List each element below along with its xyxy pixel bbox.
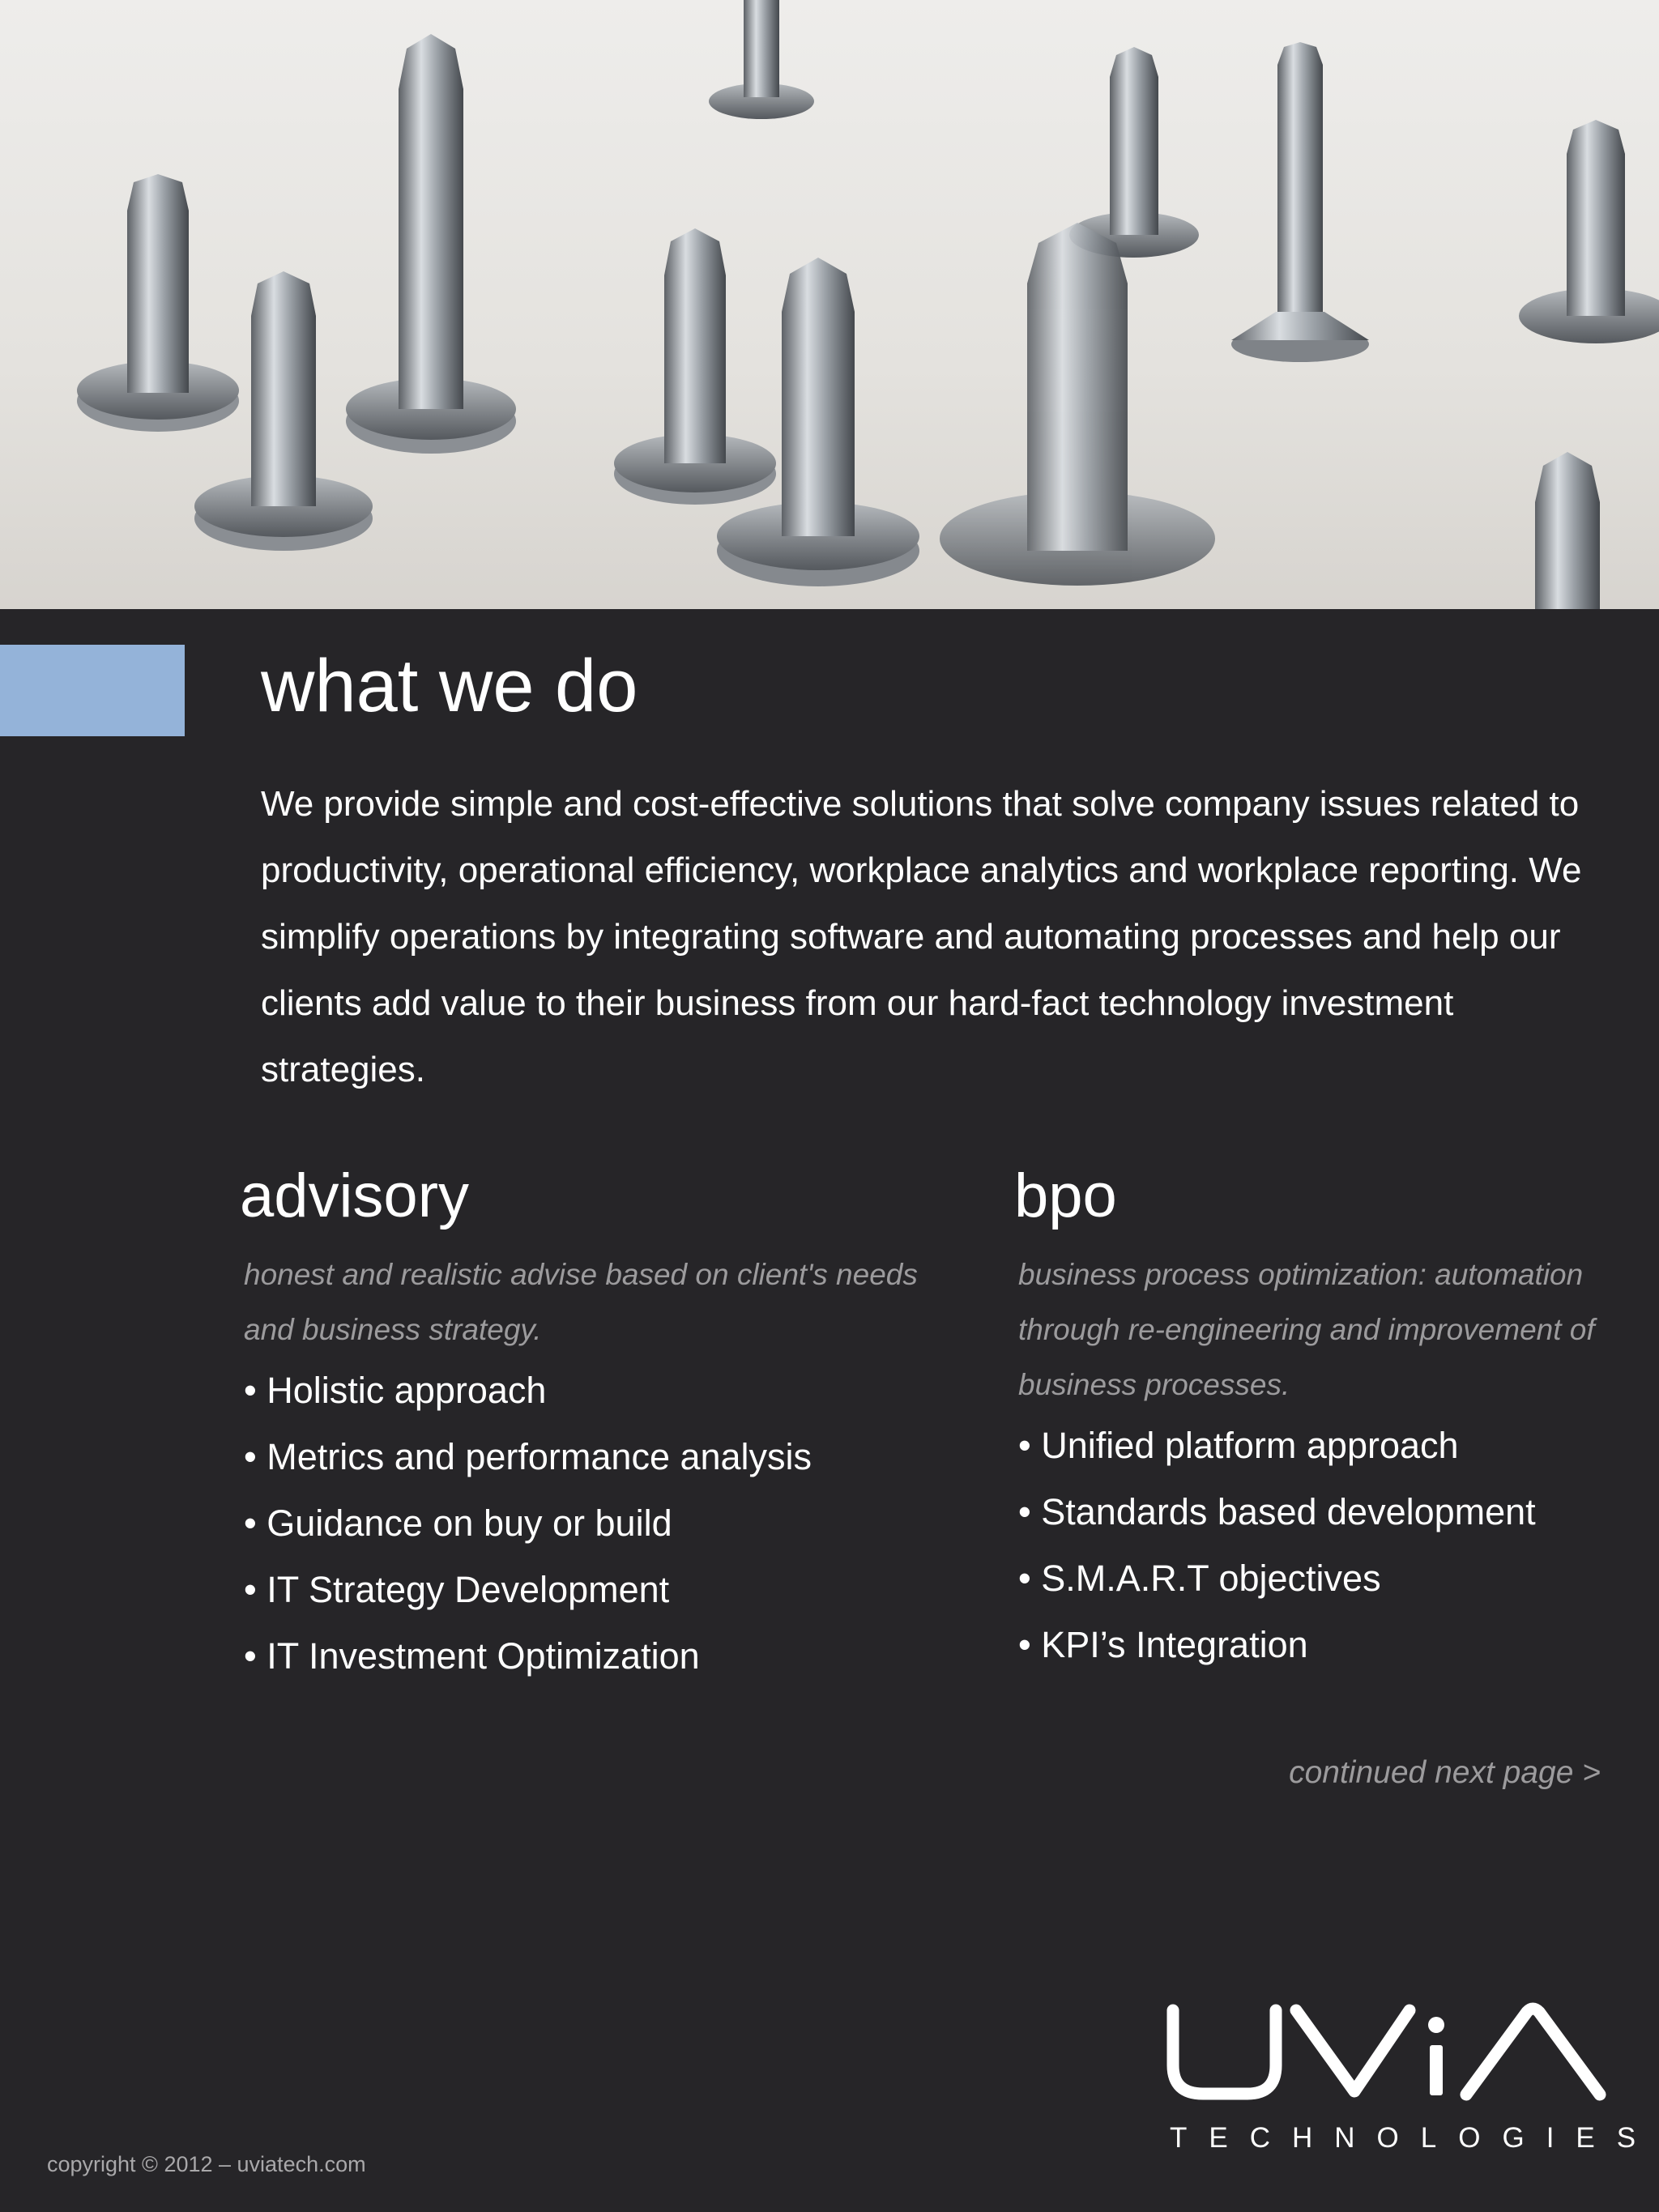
page-title: what we do [261, 645, 638, 727]
uvia-logo [1166, 2001, 1658, 2163]
advisory-section [240, 1160, 936, 1690]
list-item: • Unified platform approach [1018, 1413, 1630, 1479]
accent-block [0, 645, 185, 736]
continued-link[interactable]: continued next page > [1289, 1755, 1601, 1790]
bpo-description: business process optimization: automation through re-engineering and improvement of business processes. [1018, 1258, 1595, 1401]
list-item: • Guidance on buy or build [244, 1490, 936, 1557]
intro-paragraph: We provide simple and cost-effective solutions that solve company issues related to productivity, operational efficiency, workplace analytics and workplace reporting. We simplify operations by integrating software and automating processes and help our clients add value to their business from our hard-fact technology investment strategies. [261, 784, 1582, 1089]
list-item: • IT Investment Optimization [244, 1623, 936, 1690]
list-item: • S.M.A.R.T objectives [1018, 1545, 1630, 1612]
bpo-list [1018, 1413, 1630, 1678]
bpo-title: bpo [1014, 1161, 1117, 1230]
logo-subtitle: TECHNOLOGIES [1170, 2122, 1658, 2154]
screw-11 [1535, 452, 1600, 609]
list-item: • Standards based development [1018, 1479, 1630, 1545]
advisory-list [244, 1357, 936, 1690]
advisory-description: honest and realistic advise based on client's needs and business strategy. [244, 1258, 918, 1346]
advisory-title: advisory [240, 1161, 469, 1230]
list-item: • KPI’s Integration [1018, 1612, 1630, 1678]
list-item: • IT Strategy Development [244, 1557, 936, 1623]
hero-image [0, 0, 1659, 609]
screws-photo [0, 0, 1659, 609]
logo-mark-icon [1166, 2001, 1628, 2106]
list-item: • Metrics and performance analysis [244, 1424, 936, 1490]
bpo-section [1014, 1160, 1630, 1678]
list-item: • Holistic approach [244, 1357, 936, 1424]
copyright-text: copyright © 2012 – uviatech.com [47, 2152, 366, 2176]
